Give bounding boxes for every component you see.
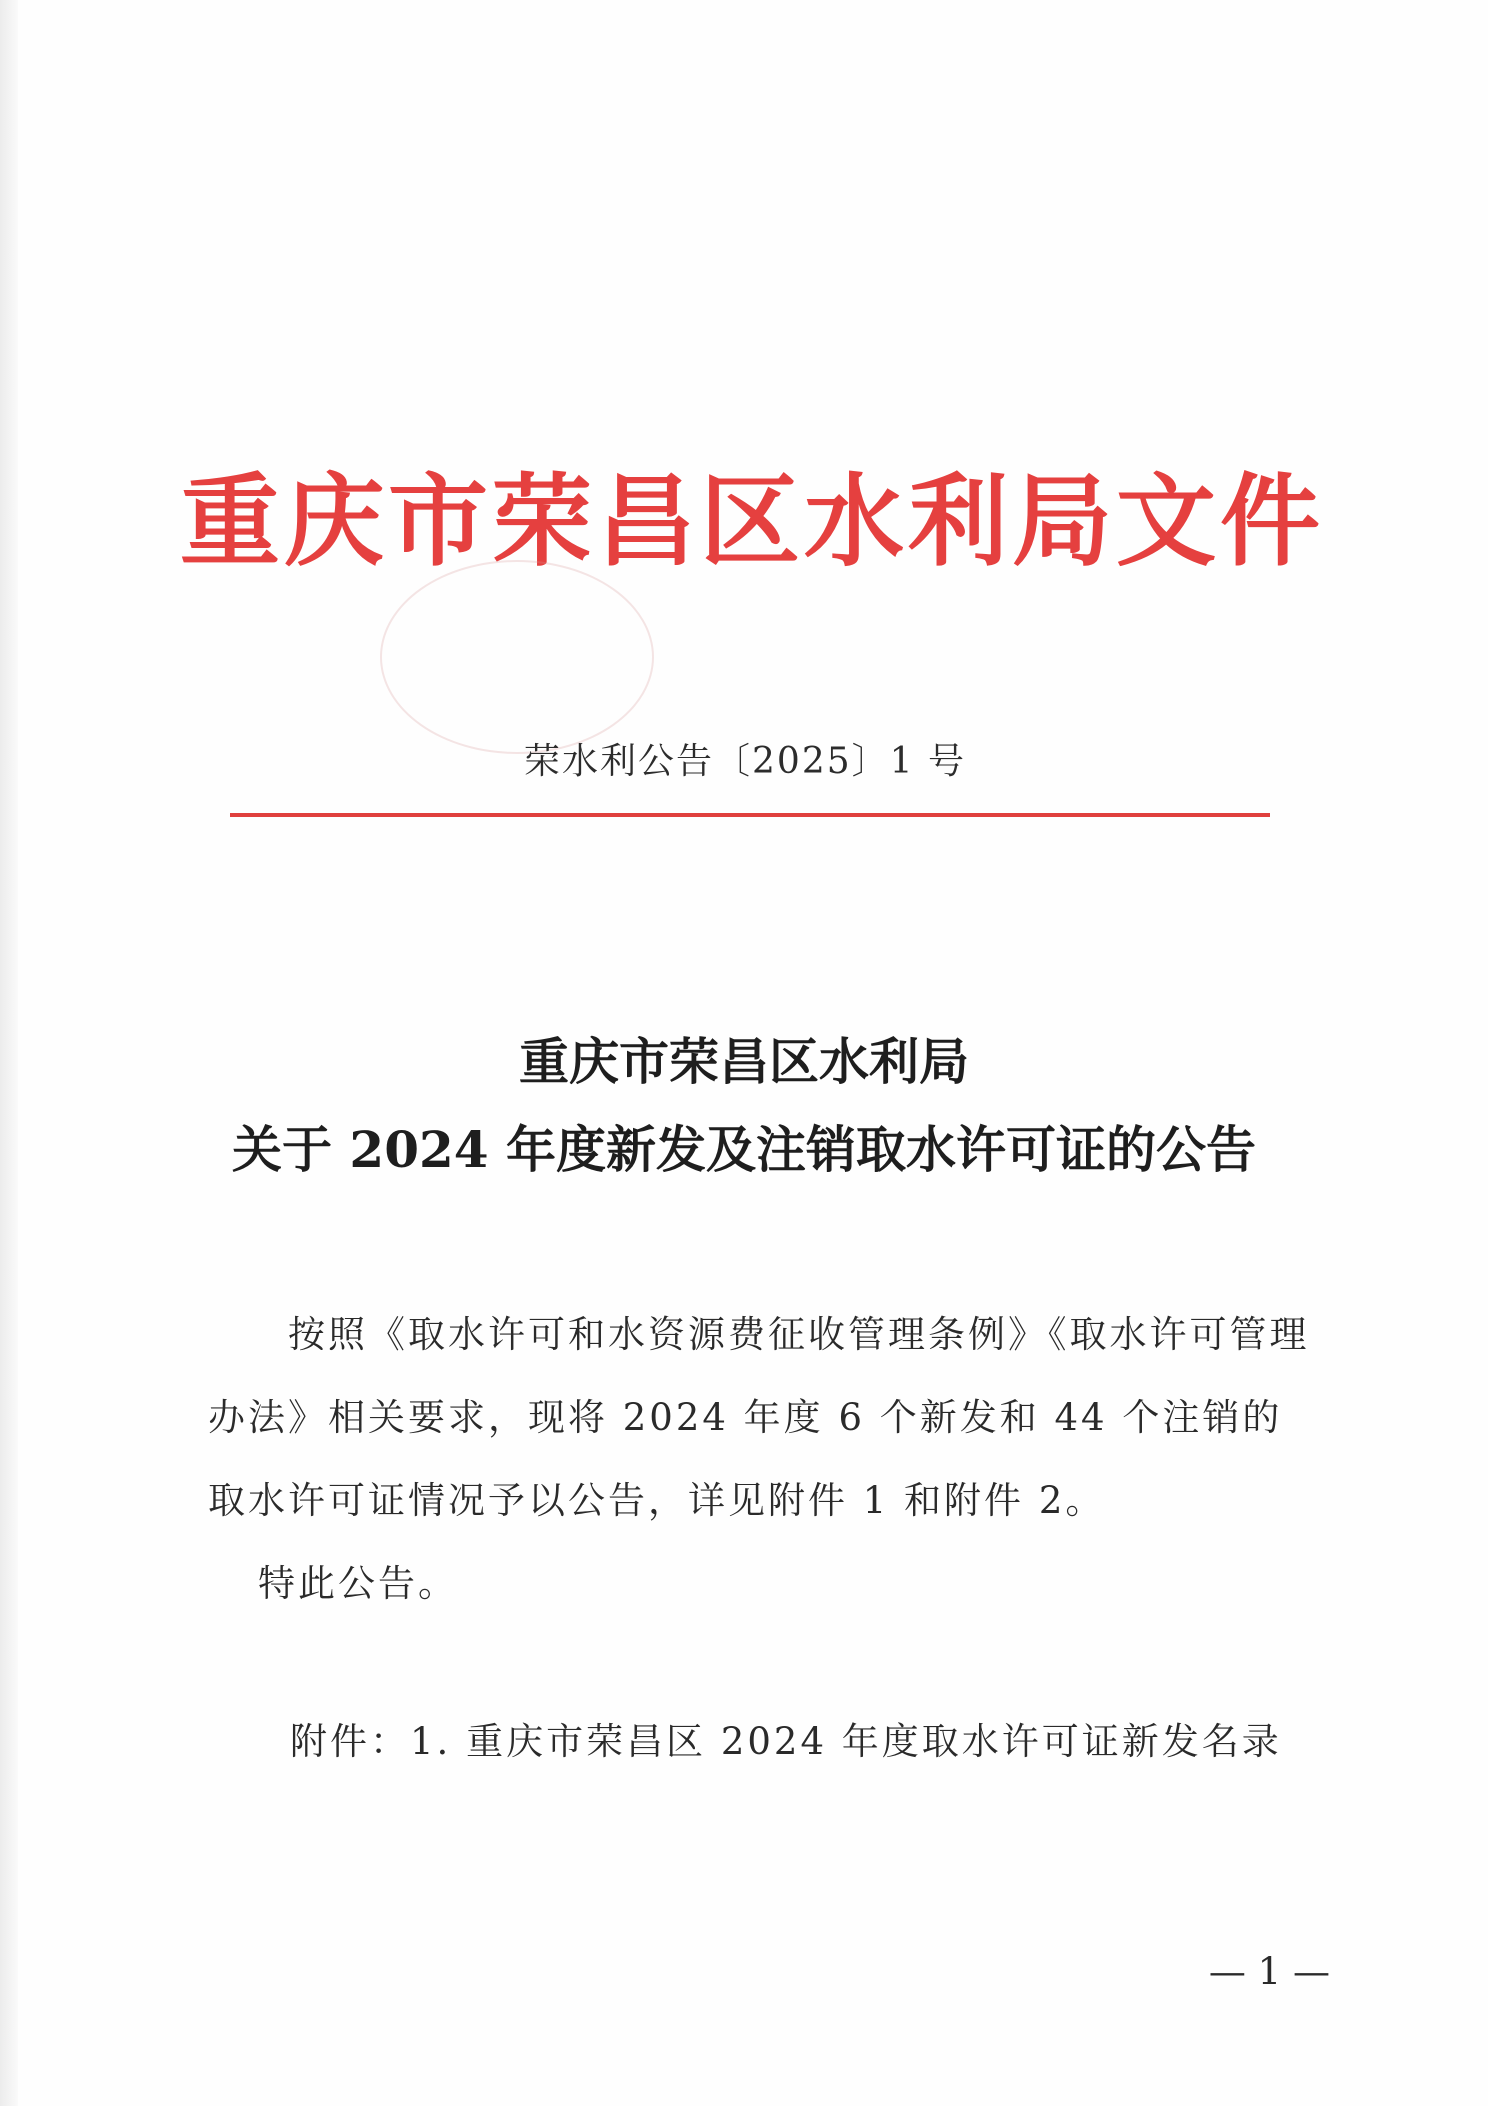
notice-body [208,1293,1318,1625]
body-paragraph: 按照《取水许可和水资源费征收管理条例》《取水许可管理办法》相关要求，现将 2024 年度 6 个新发和 44 个注销的取水许可证情况予以公告，详见附件 1 和附件 2。 [208,1313,1310,1522]
red-divider-line [230,813,1270,817]
notice-title-line2: 关于 2024 年度新发及注销取水许可证的公告 [232,1120,1256,1179]
attachment-line: 附件：1. 重庆市荣昌区 2024 年度取水许可证新发名录 [290,1720,1282,1763]
document-header-title: 重庆市荣昌区水利局文件 [180,463,1324,580]
notice-title [160,1018,1328,1194]
document-number: 荣水利公告〔2025〕1 号 [524,741,966,782]
scan-edge-shadow [0,0,18,2106]
notice-title-line1: 重庆市荣昌区水利局 [519,1032,969,1091]
faint-seal-mark [380,560,654,754]
page-number: — 1 — [1208,1950,1330,1993]
closing-paragraph: 特此公告。 [258,1562,458,1605]
